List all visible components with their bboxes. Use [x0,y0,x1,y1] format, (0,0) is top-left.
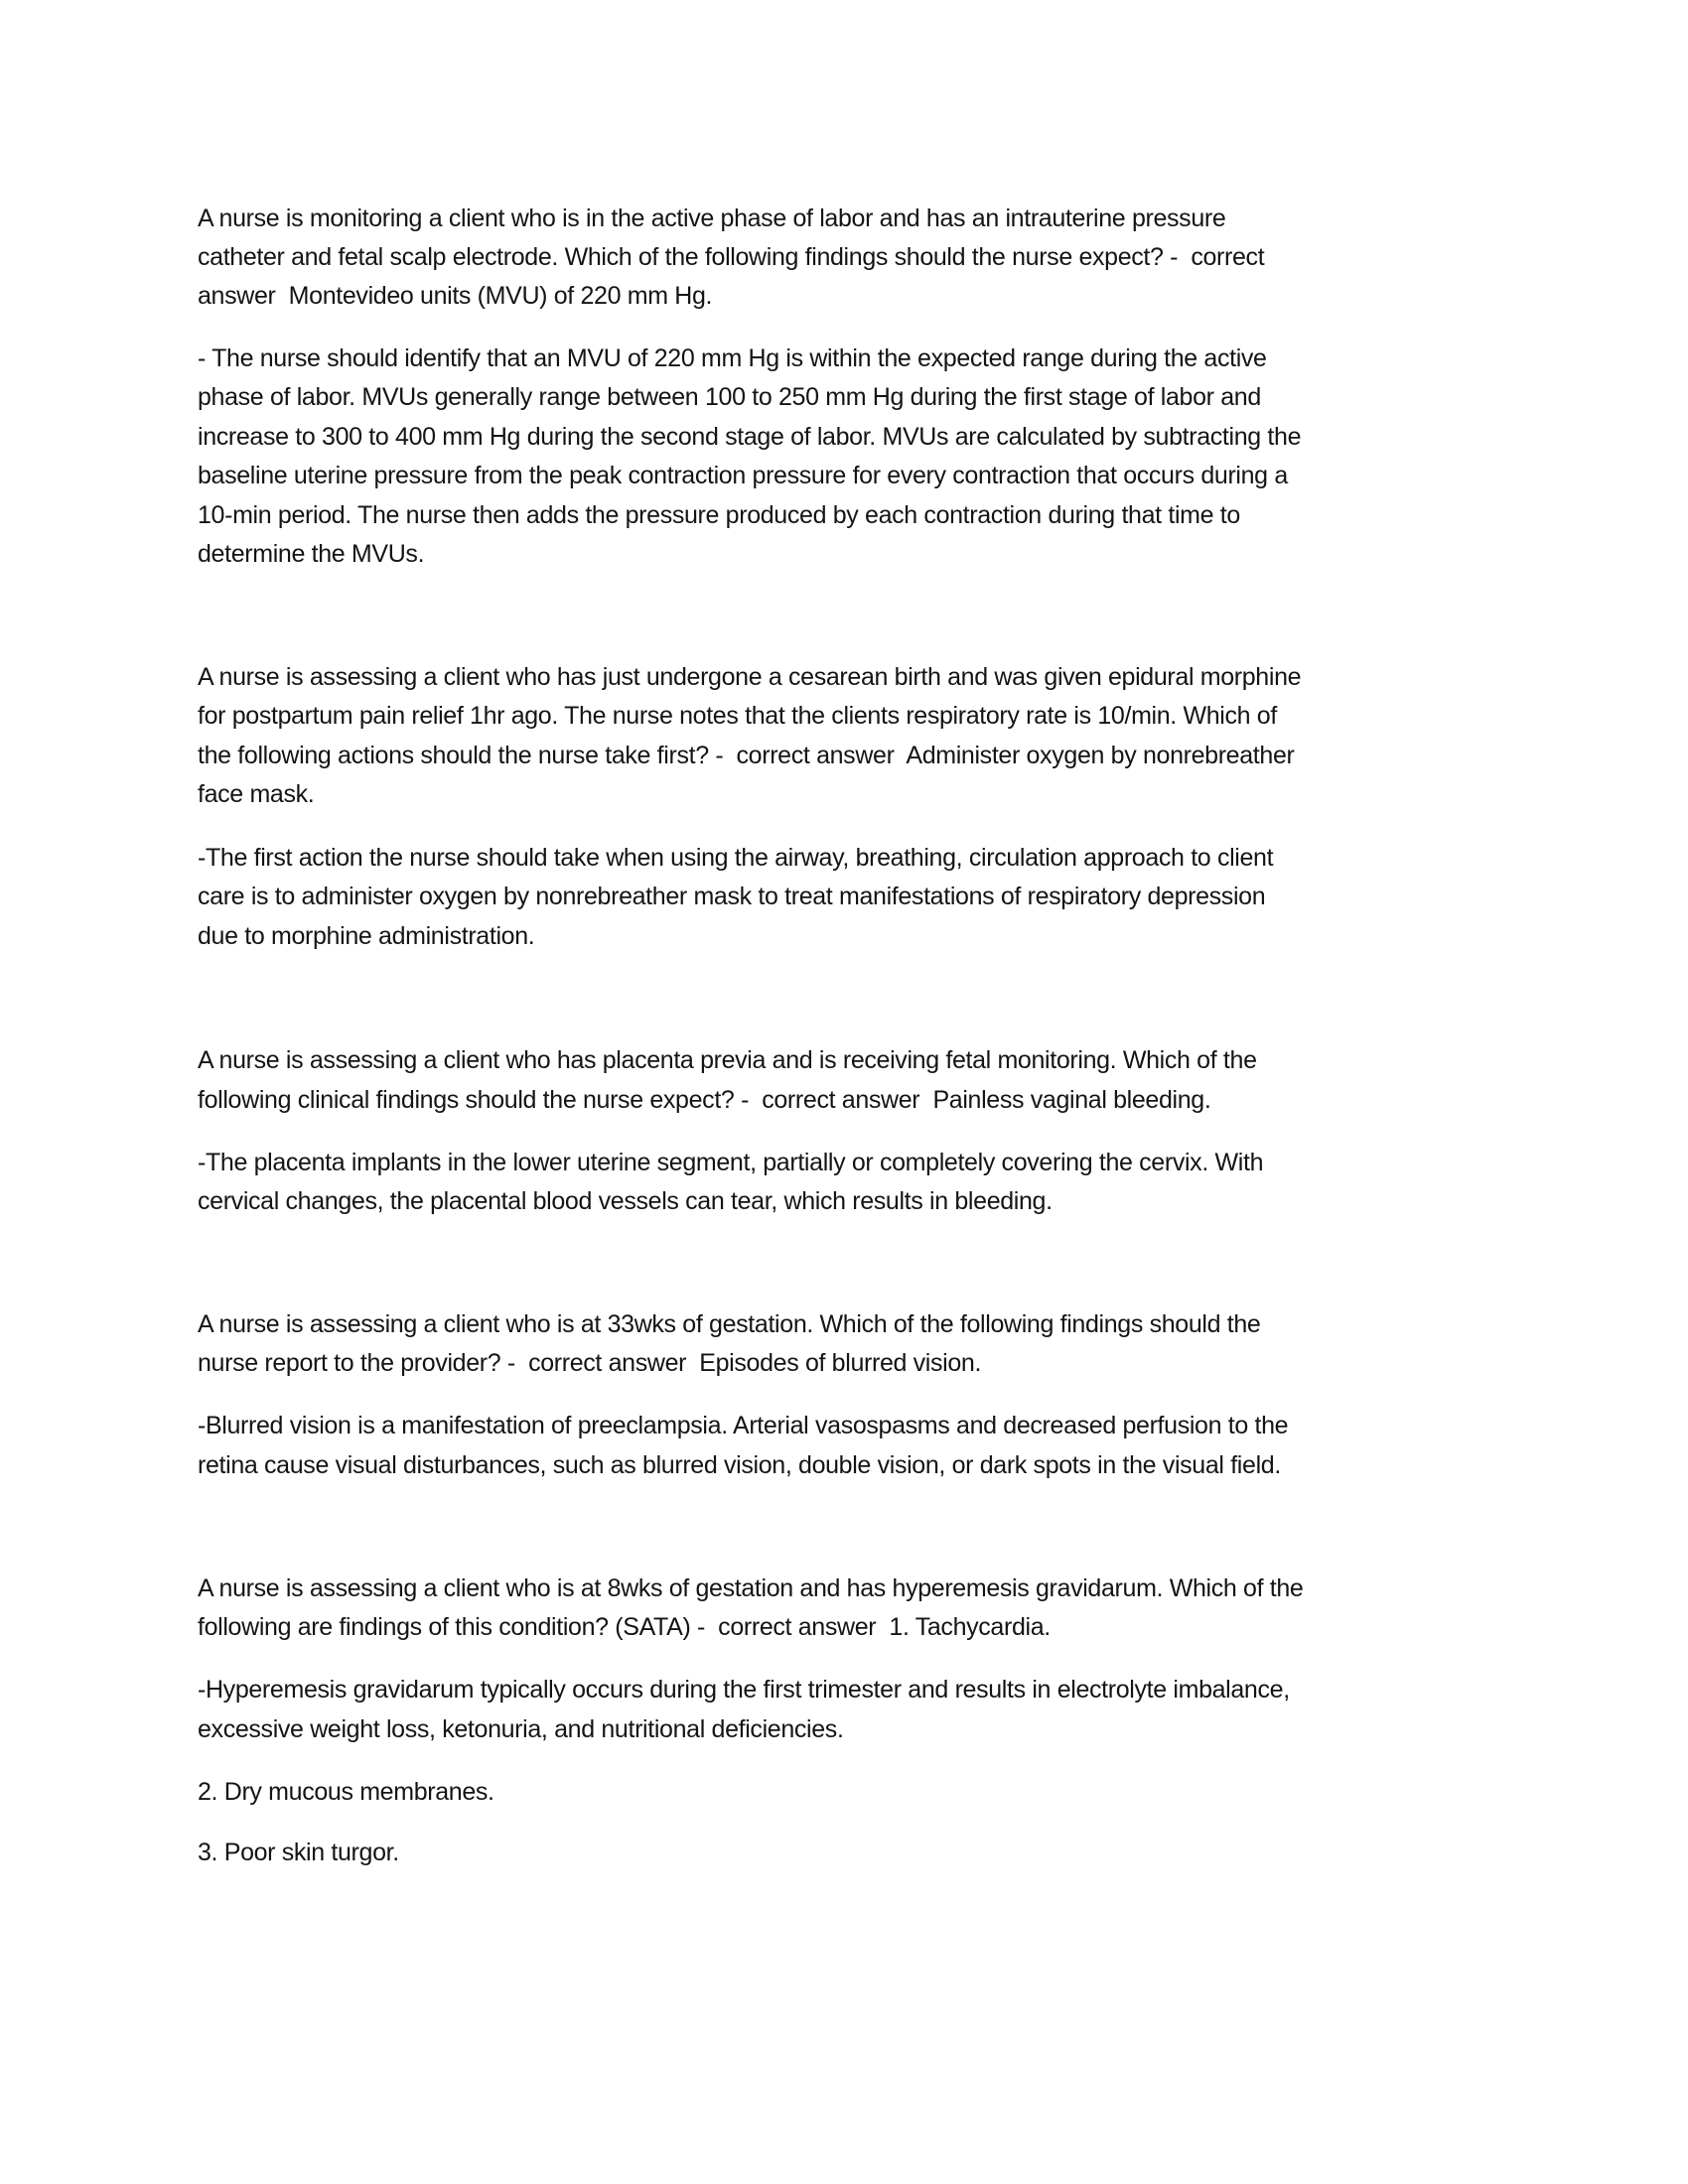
question-answer-line: nurse report to the provider? - correct answer Episodes of blurred vision. [198,1349,982,1377]
rationale-line: 10-min period. The nurse then adds the pressure produced by each contraction during that time to [198,501,1240,529]
rationale-line: -The placenta implants in the lower uterine segment, partially or completely covering the cervix. With [198,1149,1264,1176]
question-line: A nurse is assessing a client who has just undergone a cesarean birth and was given epidural morphine [198,663,1302,691]
additional-answer: 3. Poor skin turgor. [198,1839,399,1866]
rationale-line: excessive weight loss, ketonuria, and nutritional deficiencies. [198,1715,844,1743]
rationale-line: phase of labor. MVUs generally range between 100 to 250 mm Hg during the first stage of labor and [198,383,1261,411]
question-answer-line: answer Montevideo units (MVU) of 220 mm Hg. [198,282,713,310]
additional-answer: 2. Dry mucous membranes. [198,1778,494,1806]
question-line: catheter and fetal scalp electrode. Which of the following findings should the nurse expect? - correct [198,243,1265,271]
question-line: for postpartum pain relief 1hr ago. The nurse notes that the clients respiratory rate is 10/min. Which of [198,702,1277,730]
question-answer-line: following are findings of this condition? (SATA) - correct answer 1. Tachycardia. [198,1613,1051,1641]
rationale-line: - The nurse should identify that an MVU of 220 mm Hg is within the expected range during the active [198,344,1267,372]
rationale-line: increase to 300 to 400 mm Hg during the second stage of labor. MVUs are calculated by subtracting the [198,423,1302,451]
question-answer-line: the following actions should the nurse take first? - correct answer Administer oxygen by nonrebreather [198,742,1295,769]
question-answer-line: following clinical findings should the nurse expect? - correct answer Painless vaginal bleeding. [198,1086,1211,1114]
question-line: A nurse is assessing a client who has placenta previa and is receiving fetal monitoring. Which of the [198,1046,1257,1074]
rationale-line: baseline uterine pressure from the peak contraction pressure for every contraction that occurs during a [198,462,1288,489]
question-line: A nurse is monitoring a client who is in the active phase of labor and has an intrauterine pressure [198,205,1226,232]
question-line: A nurse is assessing a client who is at 8wks of gestation and has hyperemesis gravidarum. Which of the [198,1574,1304,1602]
rationale-line: retina cause visual disturbances, such as blurred vision, double vision, or dark spots in the visual field. [198,1451,1281,1479]
rationale-line: -Blurred vision is a manifestation of preeclampsia. Arterial vasospasms and decreased perfusion to the [198,1412,1289,1439]
rationale-line: -Hyperemesis gravidarum typically occurs during the first trimester and results in electrolyte imbalance, [198,1676,1290,1704]
rationale-line: determine the MVUs. [198,540,425,568]
question-line: A nurse is assessing a client who is at 33wks of gestation. Which of the following findings should the [198,1310,1261,1338]
rationale-line: due to morphine administration. [198,922,535,950]
rationale-line: -The first action the nurse should take when using the airway, breathing, circulation approach to client [198,844,1274,872]
question-answer-line: face mask. [198,780,315,808]
rationale-line: cervical changes, the placental blood vessels can tear, which results in bleeding. [198,1187,1053,1215]
rationale-line: care is to administer oxygen by nonrebreather mask to treat manifestations of respiratory depression [198,883,1266,910]
